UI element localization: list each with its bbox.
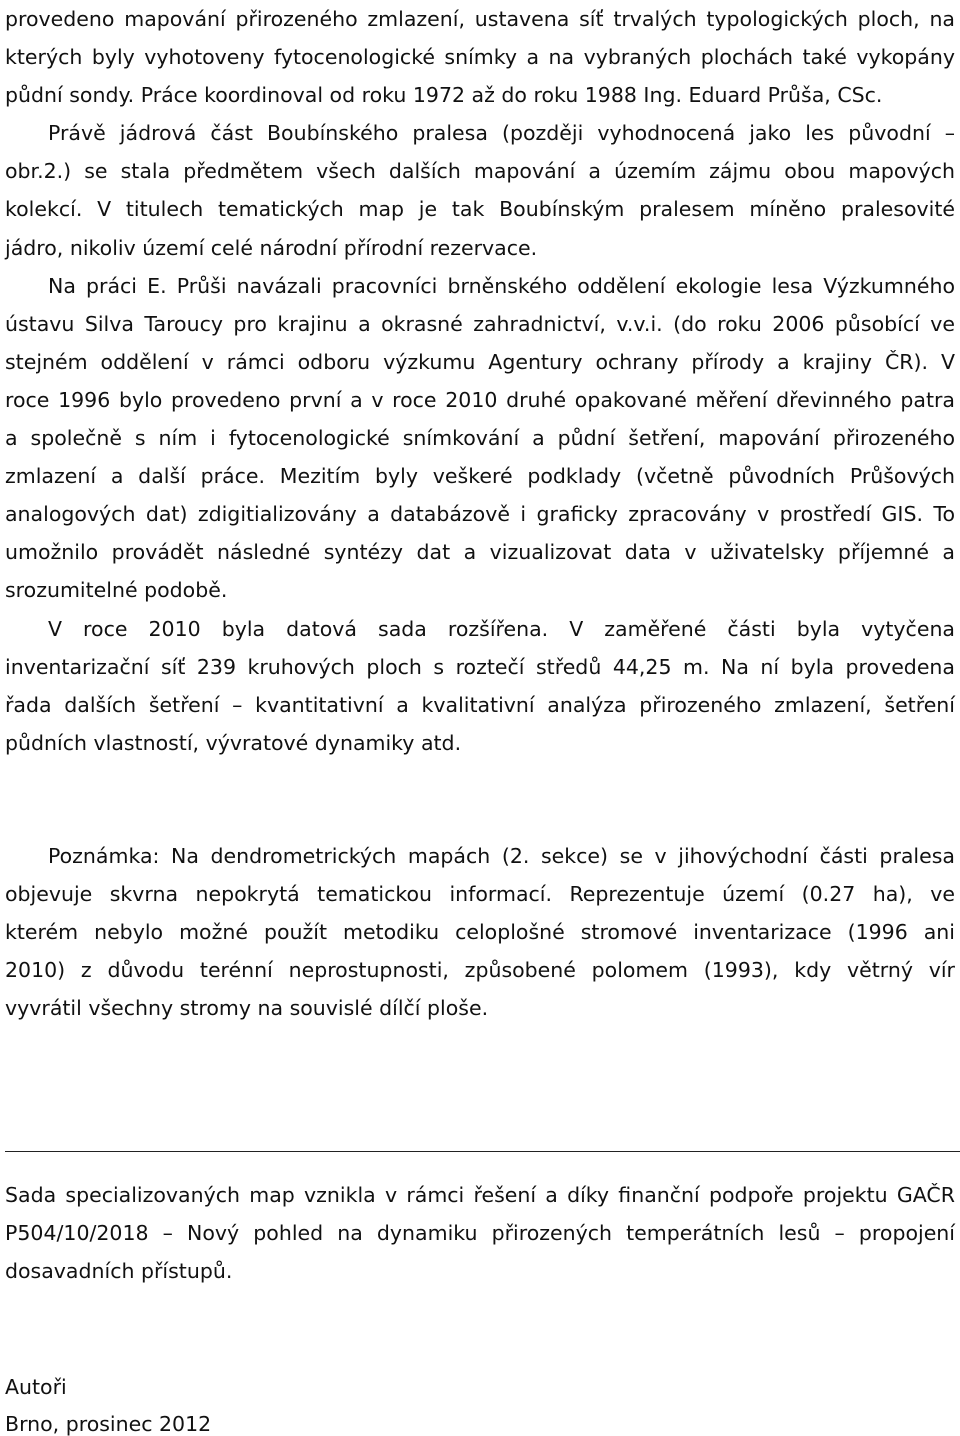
place-date: Brno, prosinec 2012: [5, 1412, 212, 1436]
text-line: zmlazení a další práce. Mezitím byly veškeré podklady (včetně původních Průšových: [5, 464, 955, 489]
text-line: objevuje skvrna nepokrytá tematickou informací. Reprezentuje území (0.27 ha), ve: [5, 882, 955, 907]
paragraph-mapping-history: [5, 0, 955, 114]
text-line: analogových dat) zdigitializovány a databázově i graficky zpracovány v prostředí GIS. To: [5, 502, 955, 527]
text-line: půdní sondy. Práce koordinoval od roku 1972 až do roku 1988 Ing. Eduard Průša, CSc.: [5, 83, 883, 108]
signature-block: [5, 1368, 955, 1436]
text-line: ústavu Silva Taroucy pro krajinu a okrasné zahradnictví, v.v.i. (do roku 2006 působící ve: [5, 311, 955, 336]
footnote-separator-rule: [5, 1151, 960, 1152]
text-line: Poznámka: Na dendrometrických mapách (2. sekce) se v jihovýchodní části pralesa: [48, 844, 955, 868]
paragraph-note: [5, 837, 955, 1027]
text-line: řada dalších šetření – kvantitativní a kvalitativní analýza přirozeného zmlazení, šetření: [5, 692, 955, 717]
text-line: kolekcí. V titulech tematických map je tak Boubínským pralesem míněno pralesovité: [5, 197, 955, 222]
paragraph-funding: [5, 1176, 955, 1290]
authors-label: Autoři: [5, 1375, 67, 1399]
text-line: kterém nebylo možné použít metodiku celoplošné stromové inventarizace (1996 ani: [5, 920, 955, 945]
note-paragraph: [5, 837, 955, 1027]
text-line: kterých byly vyhotoveny fytocenologické snímky a na vybraných plochách také vykopány: [5, 45, 955, 70]
text-line: vyvrátil všechny stromy na souvislé dílčí ploše.: [5, 996, 489, 1021]
text-line: umožnilo provádět následné syntézy dat a vizualizovat data v uživatelsky příjemné a: [5, 540, 955, 565]
text-line: Sada specializovaných map vznikla v rámci řešení a díky finanční podpoře projektu GAČR: [5, 1183, 955, 1207]
text-line: Právě jádrová část Boubínského pralesa (později vyhodnocená jako les původní –: [48, 121, 955, 146]
text-line: inventarizační síť 239 kruhových ploch s roztečí středů 44,25 m. Na ní byla provedena: [5, 654, 955, 679]
text-line: půdních vlastností, vývratové dynamiky atd.: [5, 730, 462, 755]
main-text: [5, 0, 955, 762]
text-line: roce 1996 bylo provedeno první a v roce 2010 druhé opakované měření dřevinného patra: [5, 387, 955, 412]
text-line: obr.2.) se stala předmětem všech dalších mapování a územím zájmu obou mapových: [5, 159, 955, 184]
text-line: 2010) z důvodu terénní neprostupnosti, způsobené polomem (1993), kdy větrný vír: [5, 958, 955, 983]
text-line: srozumitelné podobě.: [5, 578, 228, 603]
text-line: stejném oddělení v rámci odboru výzkumu Agentury ochrany přírody a krajiny ČR). V: [5, 349, 955, 374]
text-line: dosavadních přístupů.: [5, 1259, 233, 1284]
text-line: provedeno mapování přirozeného zmlazení, ustavena síť trvalých typologických ploch, na: [5, 7, 955, 31]
paragraph-dataset-2010: [5, 610, 955, 762]
text-line: V roce 2010 byla datová sada rozšířena. V zaměřené části byla vytyčena: [48, 616, 955, 641]
text-line: a společně s ním i fytocenologické snímkování a půdní šetření, mapování přirozeného: [5, 426, 955, 451]
text-line: P504/10/2018 – Nový pohled na dynamiku přirozených temperátních lesů – propojení: [5, 1221, 955, 1246]
text-line: Na práci E. Průši navázali pracovníci brněnského oddělení ekologie lesa Výzkumného: [48, 273, 955, 298]
funding-acknowledgement: [5, 1176, 955, 1290]
text-line: jádro, nikoliv území celé národní přírodní rezervace.: [5, 235, 538, 260]
paragraph-research-continuation: [5, 267, 955, 610]
paragraph-core-area: [5, 114, 955, 266]
